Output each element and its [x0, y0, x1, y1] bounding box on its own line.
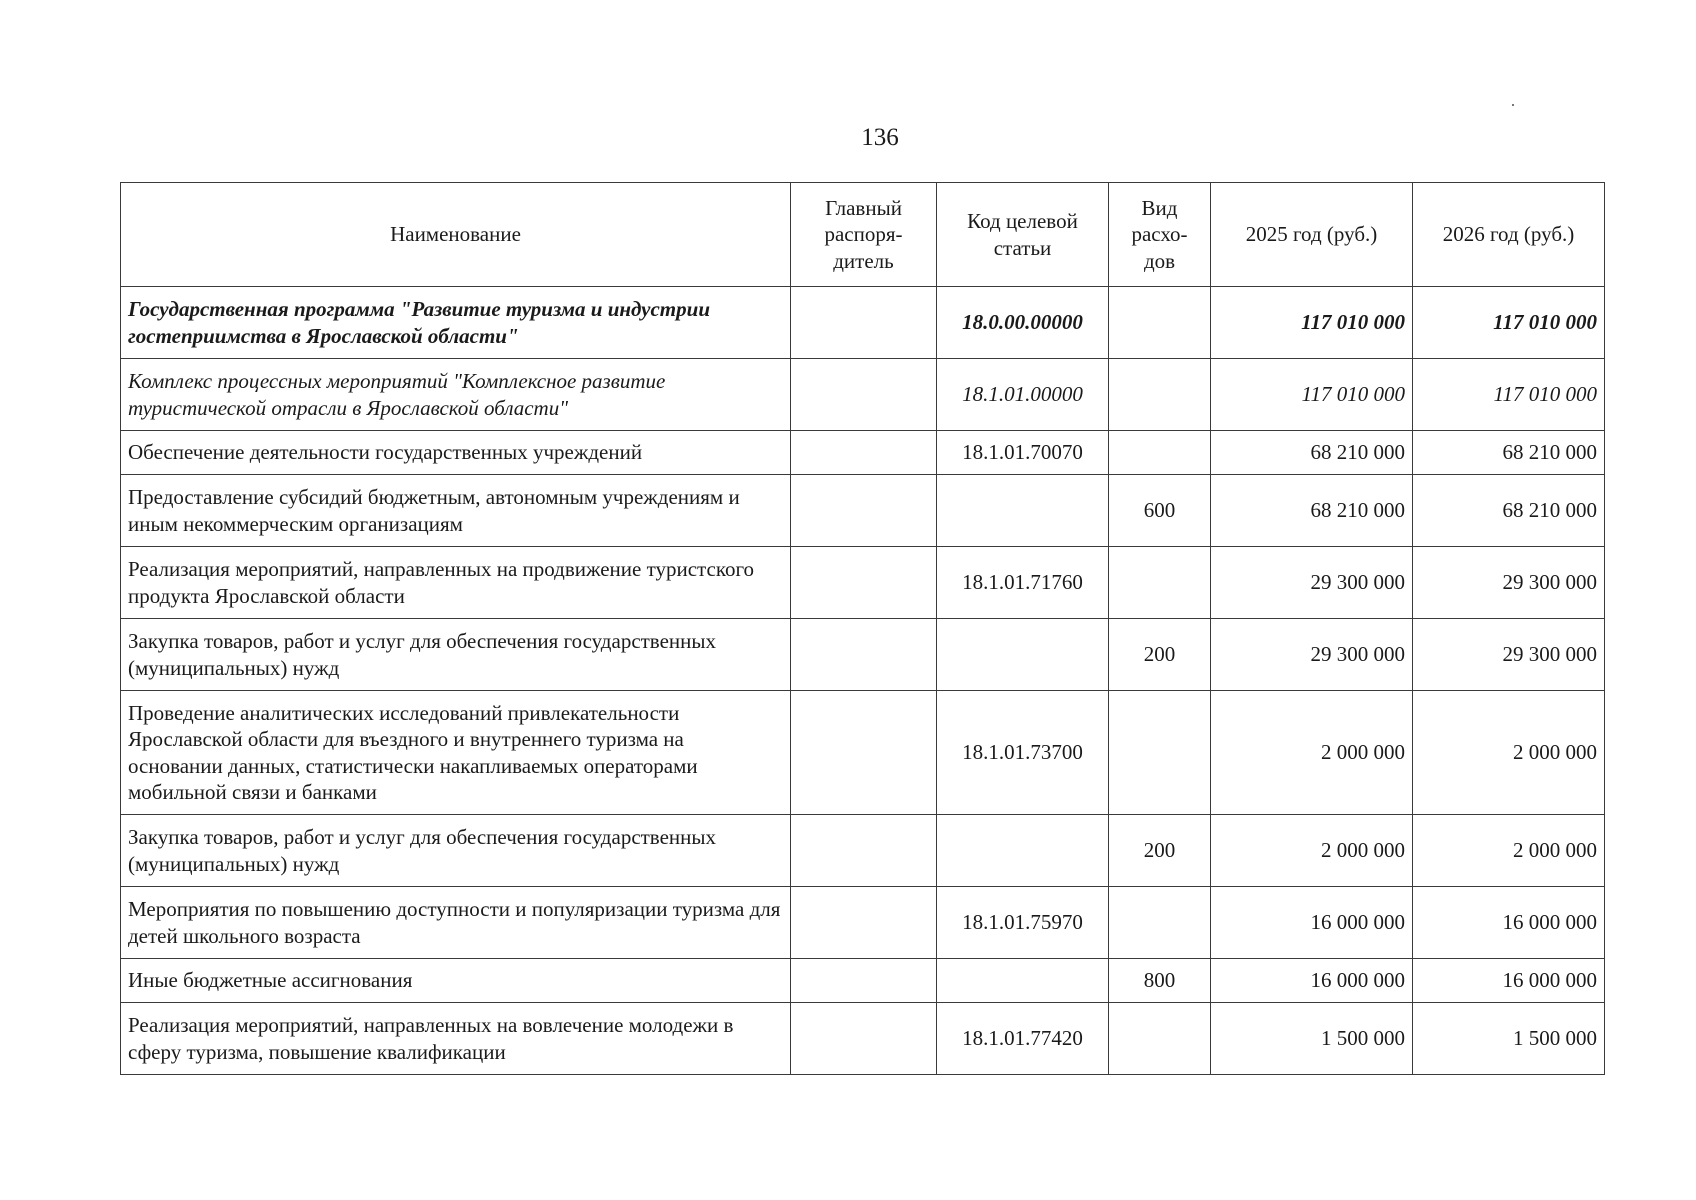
row-name: Реализация мероприятий, направленных на продвижение туристского продукта Ярославской области [121, 547, 791, 619]
row-expense-type: 600 [1109, 475, 1211, 547]
table-row [121, 475, 1605, 547]
row-code: 18.1.01.71760 [937, 547, 1109, 619]
row-name: Мероприятия по повышению доступности и популяризации туризма для детей школьного возраста [121, 887, 791, 959]
row-2026: 2 000 000 [1413, 815, 1605, 887]
row-2025: 16 000 000 [1211, 887, 1413, 959]
row-manager [791, 815, 937, 887]
row-name: Предоставление субсидий бюджетным, автономным учреждениям и иным некоммерческим организациям [121, 475, 791, 547]
header-expense-type: Вид расхо-дов [1109, 183, 1211, 287]
row-2025: 16 000 000 [1211, 959, 1413, 1003]
table-row [121, 815, 1605, 887]
header-manager: Главный распоря-дитель [791, 183, 937, 287]
row-expense-type [1109, 359, 1211, 431]
row-2026: 1 500 000 [1413, 1003, 1605, 1075]
row-2025: 29 300 000 [1211, 547, 1413, 619]
row-expense-type [1109, 287, 1211, 359]
row-2025: 68 210 000 [1211, 431, 1413, 475]
row-manager [791, 431, 937, 475]
row-manager [791, 691, 937, 815]
page-number: 136 [861, 124, 899, 151]
row-2025: 117 010 000 [1211, 359, 1413, 431]
row-2026: 16 000 000 [1413, 959, 1605, 1003]
row-code [937, 619, 1109, 691]
row-name: Проведение аналитических исследований привлекательности Ярославской области для въездного и внутреннего туризма на основании данных, статистически накапливаемых операторами мобильной связи и банками [121, 691, 791, 815]
row-name: Комплекс процессных мероприятий "Комплексное развитие туристической отрасли в Ярославской области" [121, 359, 791, 431]
row-expense-type [1109, 1003, 1211, 1075]
row-name: Реализация мероприятий, направленных на вовлечение молодежи в сферу туризма, повышение квалификации [121, 1003, 791, 1075]
table-row [121, 359, 1605, 431]
row-name: Закупка товаров, работ и услуг для обеспечения государственных (муниципальных) нужд [121, 815, 791, 887]
row-2025: 29 300 000 [1211, 619, 1413, 691]
row-manager [791, 1003, 937, 1075]
row-2026: 117 010 000 [1413, 287, 1605, 359]
row-code [937, 475, 1109, 547]
row-name: Государственная программа "Развитие туризма и индустрии гостеприимства в Ярославской области" [121, 287, 791, 359]
row-2025: 1 500 000 [1211, 1003, 1413, 1075]
row-manager [791, 359, 937, 431]
row-name: Обеспечение деятельности государственных учреждений [121, 431, 791, 475]
row-2026: 68 210 000 [1413, 475, 1605, 547]
row-manager [791, 959, 937, 1003]
header-name: Наименование [121, 183, 791, 287]
row-expense-type [1109, 691, 1211, 815]
budget-table [120, 182, 1605, 1075]
row-expense-type [1109, 431, 1211, 475]
table-row [121, 431, 1605, 475]
row-manager [791, 287, 937, 359]
header-2025: 2025 год (руб.) [1211, 183, 1413, 287]
row-name: Иные бюджетные ассигнования [121, 959, 791, 1003]
row-expense-type: 800 [1109, 959, 1211, 1003]
row-expense-type: 200 [1109, 619, 1211, 691]
row-expense-type [1109, 547, 1211, 619]
row-manager [791, 475, 937, 547]
row-code [937, 815, 1109, 887]
row-expense-type [1109, 887, 1211, 959]
row-code: 18.1.01.75970 [937, 887, 1109, 959]
row-2025: 68 210 000 [1211, 475, 1413, 547]
row-2026: 2 000 000 [1413, 691, 1605, 815]
table-row [121, 547, 1605, 619]
row-2026: 16 000 000 [1413, 887, 1605, 959]
table-row [121, 691, 1605, 815]
row-2026: 117 010 000 [1413, 359, 1605, 431]
row-code: 18.1.01.00000 [937, 359, 1109, 431]
table-row [121, 959, 1605, 1003]
row-code [937, 959, 1109, 1003]
row-2026: 68 210 000 [1413, 431, 1605, 475]
table-row [121, 887, 1605, 959]
row-manager [791, 619, 937, 691]
row-code: 18.0.00.00000 [937, 287, 1109, 359]
table-header-row [121, 183, 1605, 287]
row-manager [791, 547, 937, 619]
header-2026: 2026 год (руб.) [1413, 183, 1605, 287]
row-2026: 29 300 000 [1413, 547, 1605, 619]
row-code: 18.1.01.70070 [937, 431, 1109, 475]
scan-speck [1512, 104, 1514, 106]
row-2025: 2 000 000 [1211, 691, 1413, 815]
row-2025: 2 000 000 [1211, 815, 1413, 887]
row-code: 18.1.01.73700 [937, 691, 1109, 815]
table-row [121, 619, 1605, 691]
row-2026: 29 300 000 [1413, 619, 1605, 691]
header-code: Код целевой статьи [937, 183, 1109, 287]
row-name: Закупка товаров, работ и услуг для обеспечения государственных (муниципальных) нужд [121, 619, 791, 691]
row-manager [791, 887, 937, 959]
table-row [121, 1003, 1605, 1075]
row-code: 18.1.01.77420 [937, 1003, 1109, 1075]
row-expense-type: 200 [1109, 815, 1211, 887]
table-row [121, 287, 1605, 359]
row-2025: 117 010 000 [1211, 287, 1413, 359]
